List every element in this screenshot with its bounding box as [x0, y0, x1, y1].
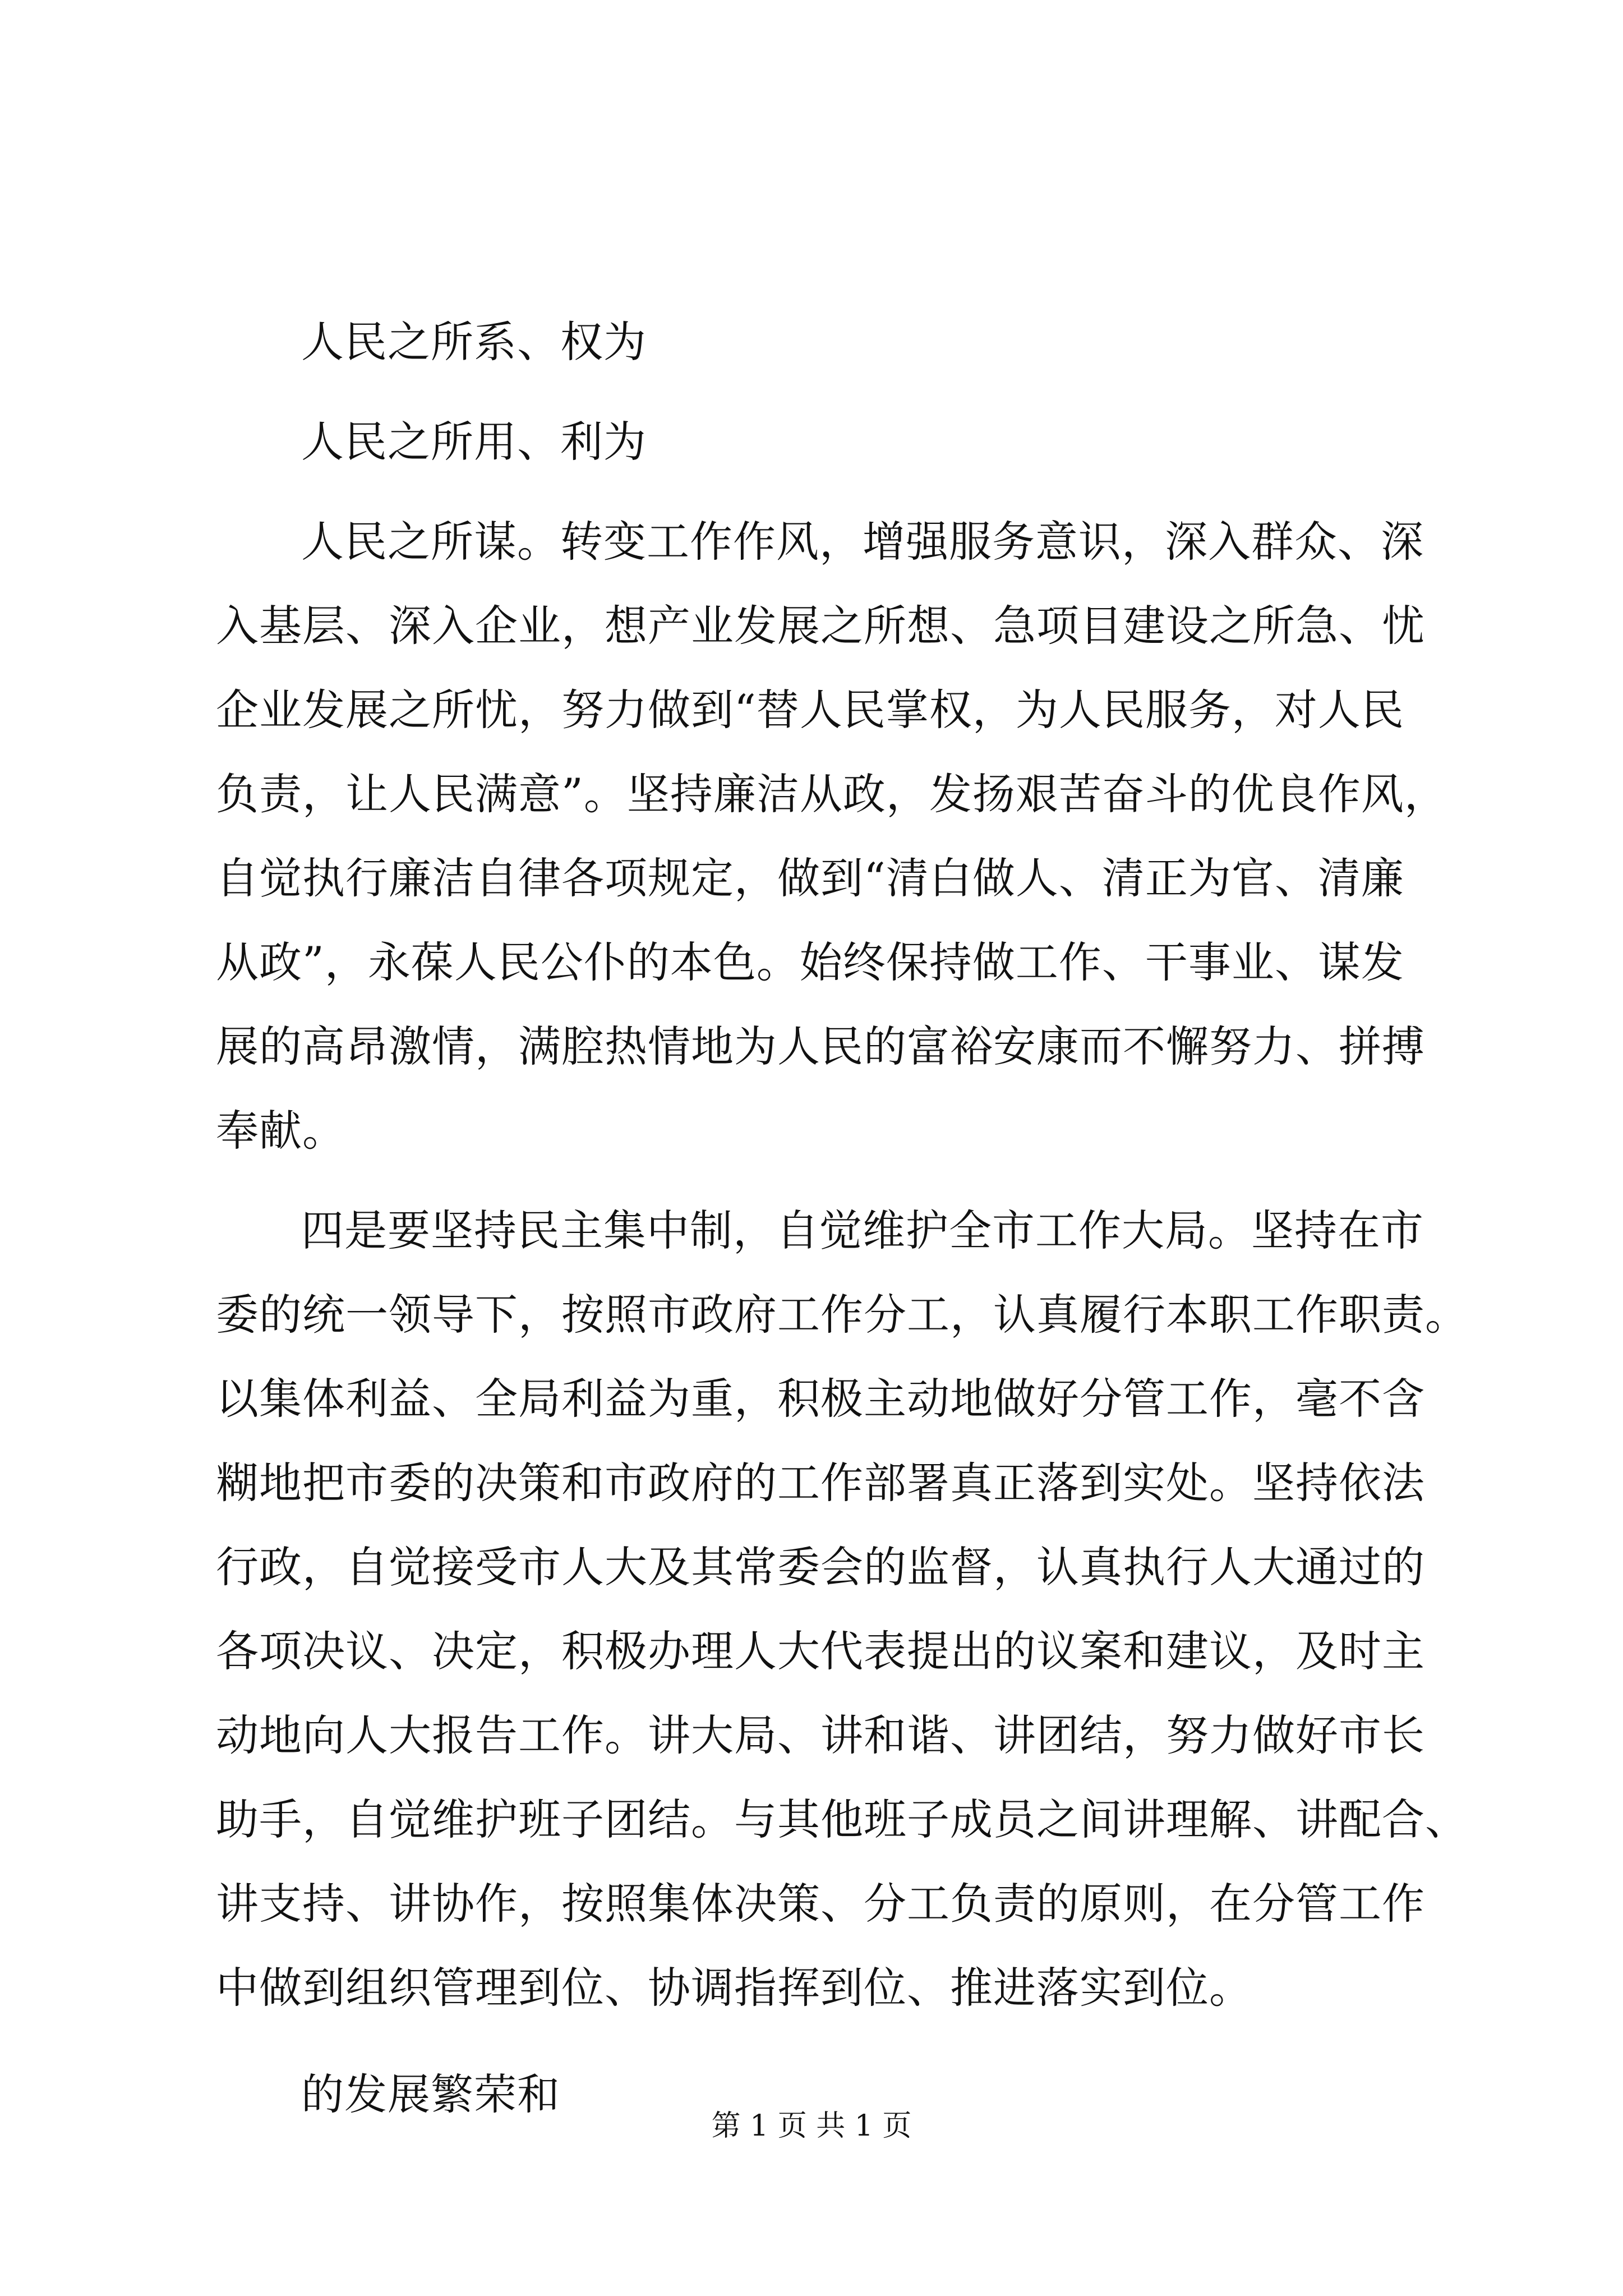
paragraph-line: 讲支持、讲协作，按照集体决策、分工负责的原则，在分管工作 [216, 1879, 1425, 1929]
document-body [216, 300, 1468, 2137]
paragraph-line: 人民之所用、利为 [301, 417, 647, 467]
page-number-footer: 第 1 页 共 1 页 [711, 2109, 912, 2143]
paragraph-line: 负责，让人民满意”。坚持廉洁从政，发扬艰苦奋斗的优良作风， [216, 769, 1447, 819]
paragraph-line: 人民之所谋。转变工作作风，增强服务意识，深入群众、深 [301, 517, 1424, 567]
paragraph-line: 入基层、深入企业，想产业发展之所想、急项目建设之所急、忧 [216, 601, 1425, 651]
paragraph-line: 奉献。 [216, 1106, 345, 1156]
paragraph-line: 展的高昂激情，满腔热情地为人民的富裕安康而不懈努力、拼搏 [216, 1022, 1425, 1071]
paragraph-line: 行政，自觉接受市人大及其常委会的监督，认真执行人大通过的 [216, 1542, 1425, 1592]
paragraph-line: 人民之所系、权为 [301, 317, 647, 367]
paragraph-line: 的发展繁荣和 [301, 2069, 560, 2119]
paragraph-line: 以集体利益、全局利益为重，积极主动地做好分管工作，毫不含 [216, 1374, 1425, 1424]
paragraph-line: 四是要坚持民主集中制，自觉维护全市工作大局。坚持在市 [301, 1205, 1424, 1255]
paragraph-line: 从政”，永葆人民公仆的本色。始终保持做工作、干事业、谋发 [216, 937, 1404, 987]
paragraph-line: 企业发展之所忧，努力做到“替人民掌权，为人民服务，对人民 [216, 685, 1404, 735]
paragraph-line: 糊地把市委的决策和市政府的工作部署真正落到实处。坚持依法 [216, 1458, 1425, 1508]
paragraph-line: 中做到组织管理到位、协调指挥到位、推进落实到位。 [216, 1963, 1252, 2013]
paragraph-line: 各项决议、决定，积极办理人大代表提出的议案和建议，及时主 [216, 1626, 1425, 1676]
paragraph-line: 委的统一领导下，按照市政府工作分工，认真履行本职工作职责。 [216, 1290, 1468, 1340]
paragraph-line: 助手，自觉维护班子团结。与其他班子成员之间讲理解、讲配合、 [216, 1795, 1468, 1844]
paragraph-line: 动地向人大报告工作。讲大局、讲和谐、讲团结，努力做好市长 [216, 1710, 1425, 1760]
paragraph-line: 自觉执行廉洁自律各项规定，做到“清白做人、清正为官、清廉 [216, 853, 1404, 903]
